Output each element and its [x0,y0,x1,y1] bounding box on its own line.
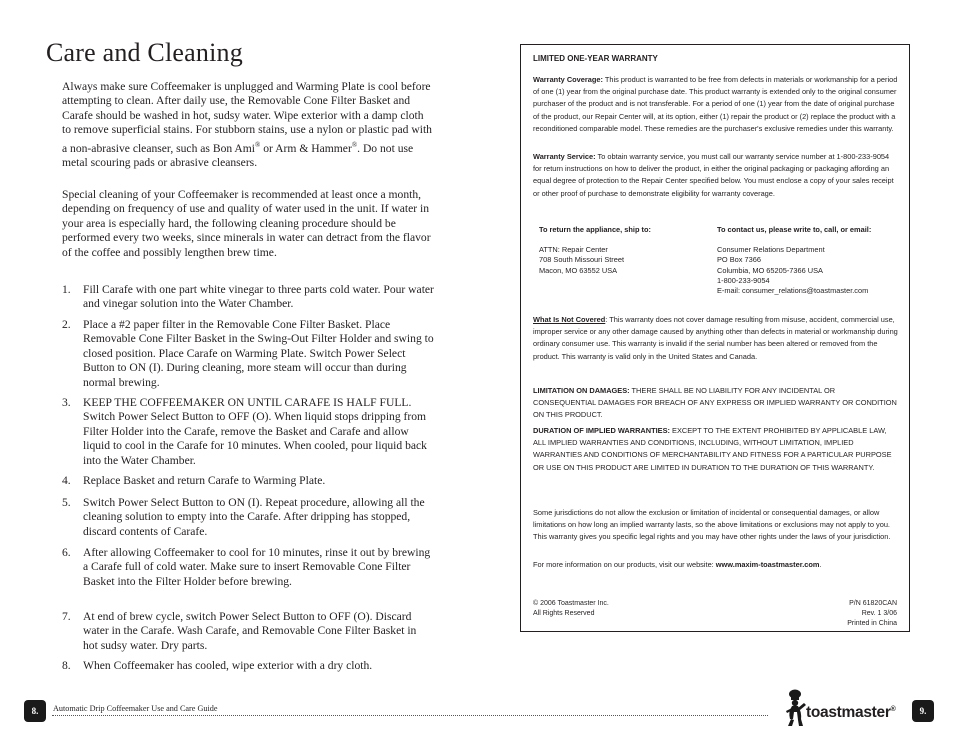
contact-line: 1-800-233-9054 [717,275,770,285]
ship-heading: To return the appliance, ship to: [539,225,651,234]
limitation-on-damages [533,385,899,422]
right-page-number: 9. [912,700,934,722]
duration-of-implied-warranties [533,425,899,474]
step-3 [62,396,434,468]
warranty-box [520,44,910,632]
jurisdiction-note: Some jurisdictions do not allow the exclusion or limitation of incidental or consequential damages, or allow limitations on how long an implied warranty lasts, so the above limitations or exclusions may not apply to you. This warranty gives you specific legal rights and you may have other rights under the laws of your jurisdiction. [533,508,891,542]
not-covered-label: What Is Not Covered [533,315,606,324]
registered-mark: ® [351,140,358,149]
step-number: 5. [62,496,71,509]
copyright-block [533,599,733,619]
step-2 [62,318,434,390]
step-4 [62,474,434,488]
more-info [533,559,899,571]
service-text: To obtain warranty service, you must call our warranty service number at 1-800-233-9054 for return instructions on how to deliver the product, in either the original packaging or packaging affording an equal degree of protection to the Repair Center specified below. You must enclose a copy of your sales receipt or other proof of purchase to demonstrate eligibility for warranty coverage. [533,152,894,198]
step-number: 1. [62,283,71,296]
guide-title: Automatic Drip Coffeemaker Use and Care Guide [53,704,218,713]
brand-mark: ® [890,705,896,713]
step-1 [62,283,434,312]
coverage-label: Warranty Coverage: [533,75,603,84]
contact-email: E-mail: consumer_relations@toastmaster.com [717,286,869,296]
revision: Rev. 1 3/06 [861,610,897,618]
step-text: When Coffeemaker has cooled, wipe exterior with a dry cloth. [83,659,373,672]
service-label: Warranty Service: [533,152,596,161]
contact-block [717,225,907,296]
contact-line: Consumer Relations Department [717,245,825,255]
warranty-heading: LIMITED ONE-YEAR WARRANTY [533,54,658,63]
limitation-label: LIMITATION ON DAMAGES: [533,386,630,395]
warranty-coverage [533,74,899,135]
page-title: Care and Cleaning [46,38,243,67]
duration-label: DURATION OF IMPLIED WARRANTIES: [533,426,670,435]
duration-text: EXCEPT TO THE EXTENT PROHIBITED BY APPLICABLE LAW, ALL IMPLIED WARRANTIES AND CONDITIONS, INCLUDING, WITHOUT LIMITATION, IMPLIED WARRANTIES AND CONDITIONS OF MERCHANTABILITY AND FITNESS FOR A PARTICULAR PURPOSE OR USE ON THIS PRODUCT ARE LIMITED IN DURATION TO THE DURATION OF THIS WARRANTY. [533,426,892,472]
warranty-service [533,151,899,200]
ship-line: ATTN: Repair Center [539,245,608,255]
step-text: Fill Carafe with one part white vinegar to three parts cold water. Pour water and vinegar solution into the Water Chamber. [83,283,434,311]
contact-line: Columbia, MO 65205-7366 USA [717,265,823,275]
step-number: 3. [62,396,71,409]
contact-heading: To contact us, please write to, call, or email: [717,225,872,234]
step-text: Replace Basket and return Carafe to Warming Plate. [83,474,326,487]
limitation-text: THERE SHALL BE NO LIABILITY FOR ANY INCIDENTAL OR CONSEQUENTIAL DAMAGES FOR BREACH OF ANY EXPRESS OR IMPLIED WARRANTY OR CONDITION ON THIS PRODUCT. [533,386,897,420]
ship-line: Macon, MO 63552 USA [539,265,618,275]
intro-paragraph [62,80,434,170]
brand-name: toastmaster [806,704,891,721]
step-text: After allowing Coffeemaker to cool for 10 minutes, rinse it out by brewing a Carafe full of cold water. Make sure to insert Removable Cone Filter Basket into the Filter Holder before brewing. [83,546,431,588]
printed-in: Printed in China [847,620,897,628]
not-covered [533,314,899,363]
part-number: P/N 61820CAN [849,600,897,607]
step-8 [62,659,434,673]
step-6 [62,546,434,589]
footer-divider [52,715,768,716]
special-cleaning-paragraph: Special cleaning of your Coffeemaker is recommended at least once a month, depending on frequency of use and quality of water used in the unit. If water in your area is especially hard, the following cleaning procedure should be performed every two weeks, since minerals in water can detract from the flavor of the coffee and possibly lengthen brew time. [62,188,431,259]
step-5 [62,496,434,539]
step-number: 8. [62,659,71,672]
part-number-block [747,599,897,630]
step-number: 6. [62,546,71,559]
step-text: KEEP THE COFFEEMAKER ON UNTIL CARAFE IS HALF FULL. Switch Power Select Button to OFF (O). When liquid stops dripping from Filter Holder into the Carafe, remove the Basket and Carafe and allow liquid to cool in the Carafe for 10 minutes. When cooled, pour liquid back into the Water Chamber. [83,396,427,467]
intro-text-c: . Do not use metal scouring pads or abrasive cleansers. [62,141,414,169]
coverage-text: This product is warranted to be free from defects in materials or workmanship for a period of one (1) year from the original purchase date. This product warranty is extended only to the original consumer purchaser of the product and is not transferable. For a period of one (1) year from the date of original purchase of the product, our Repair Center will, at its option, either (1) repair the product or (2) replace the product with a reconditioned comparable model. These remedies are the purchaser's exclusive remedies under this warranty. [533,75,898,133]
step-number: 2. [62,318,71,331]
step-number: 4. [62,474,71,487]
registered-mark: ® [255,140,261,149]
left-page-number: 8. [24,700,46,722]
website-period: . [819,560,822,569]
not-covered-text: : This warranty does not cover damage resulting from misuse, accident, commercial use, improper service or any other damage caused by anything other than defects in material or workmanship during ordinary consumer use. This warranty is invalid if the serial number has been altered or removed from the product. This warranty is valid only in the United States and Canada. [533,315,898,361]
more-info-text: For more information on our products, visit our website: [533,560,716,569]
step-7 [62,610,434,653]
intro-text-a: Always make sure Coffeemaker is unplugged and Warming Plate is cool before attempting to clean. After daily use, the Removable Cone Filter Basket and Carafe should be washed in hot, sudsy water. Wipe exterior with a damp cloth to remove superficial stains. For stubborn stains, use a nylon or plastic pad with a non-abrasive cleanser, such as Bon Ami [62,80,432,155]
step-number: 7. [62,610,71,623]
contact-line: PO Box 7366 [717,255,761,265]
copyright-line: All Rights Reserved [533,610,595,618]
ship-line: 708 South Missouri Street [539,255,625,265]
step-text: Switch Power Select Button to ON (I). Repeat procedure, allowing all the cleaning solution to empty into the Carafe. After dripping has stopped, discard contents of Carafe. [83,496,425,538]
step-text: At end of brew cycle, switch Power Select Button to OFF (O). Discard water in the Carafe. Wash Carafe, and Removable Cone Filter Basket in hot sudsy water. Dry parts. [83,610,417,652]
intro-text-b: or Arm & Hammer [260,141,352,155]
website-link[interactable]: www.maxim-toastmaster.com [715,560,820,569]
ship-to-block [539,225,719,276]
step-text: Place a #2 paper filter in the Removable Cone Filter Basket. Place Removable Cone Filter Basket in the Swing-Out Filter Holder and swing to closed position. Place Carafe on Warming Plate. Switch Power Select Button to ON (I). During cleaning, more steam will occur than during normal brewing. [83,318,434,389]
copyright-line: © 2006 Toastmaster Inc. [533,600,609,607]
toastmaster-logo-text [806,704,895,722]
